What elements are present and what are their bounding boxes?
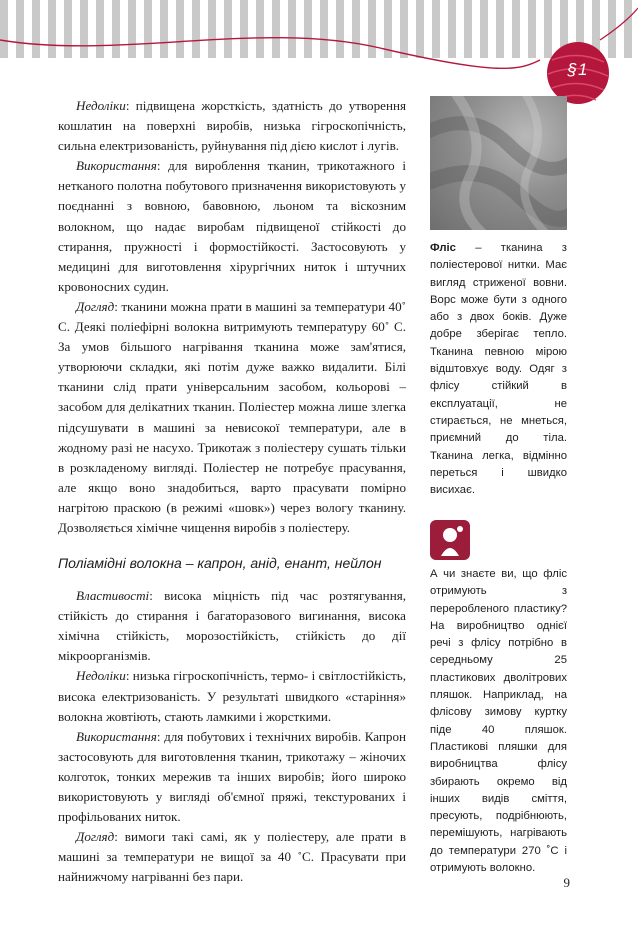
text-care: : тканини можна прати в машині за температури 40˚ С. Деякі поліефірні волокна витримують температуру 60˚ С. За умов більшого нагрівання тканина може зам'ятися, утворюючи складки, які потім дуже важко видалити. Білі тканини слід прати універсальним засобом, кольорові – засобом для делікатних тканин. Поліестер можна лише злегка підсушувати в машині за невисокої температури, але в жодному разі не насухо. Трикотаж з поліестеру сушать тільки в розкладеному вигляді. Поліестер не потребує прасування, але якщо воно знадобиться, варто прасувати помірно нагрітою праскою (в режимі «шовк») через вологу тканину. Дозволяється хімічне чищення виробів з поліестеру. [58,298,406,535]
sidebar-fleece-note [430,240,567,499]
paragraph-care-polyamide [58,827,406,887]
section-subheading: Поліамідні волокна – капрон, анід, енант, нейлон [58,555,382,572]
paragraph-properties [58,586,406,666]
label-usage: Використання [76,158,157,174]
text-usage: : для вироблення тканин, трикотажного і нетканого полотна побутового призначення використовують у поєднанні з вовною, бавовною, льоном та віскозним волокном, що надає виробам підвищеної стійкості до стирання, пружності і формостійкості. Застосовують у медицині для виготовлення хірургічних ниток і штучних кровоносних судин. [58,158,406,294]
text-usage-polyamide: : для побутових і технічних виробів. Капрон застосовують для виготовлення тканин, трикотажу – жіночих колготок, тонких мережив та інших виробів; його широко використовують у вигляді об'ємної пряжі, текстурованих і профільованих ниток. [58,728,406,825]
fleece-photo [430,96,567,230]
paragraph-drawbacks [58,96,406,156]
label-properties: Властивості [76,588,150,604]
page-number: 9 [563,875,570,890]
paragraph-drawbacks-polyamide [58,666,406,726]
text-drawbacks: : підвищена жорсткість, здатність до утворення кошлатин на поверхні виробів, низька гігроскопічність, сильна електризованість, руйнування під дією кислот і лугів. [58,98,406,154]
text-properties: : висока міцність під час розтягування, стійкість до стирання і багаторазового вигинання, висока хімічна стійкість, морозостійкість, стійкість до дії мікроорганізмів. [58,588,406,664]
label-usage-polyamide: Використання [76,728,157,744]
sidebar-didyou-note: А чи знаєте ви, що фліс отримують з переробленого пластику? На виробництво однієї речі з флісу потрібно в середньому 25 пластикових дволітрових пляшок. Наприклад, на флісову зимову куртку піде 40 пляшок. Пластикові пляшки для виробництва флісу збирають окремо від інших видів сміття, пресують, подрібнюють, перемішують, нагрівають до температури 270 ˚С і отримують волокно. [430,568,567,875]
paragraph-usage-polyamide [58,727,406,827]
label-drawbacks-polyamide: Недоліки [76,668,126,684]
didyou-know-icon [430,520,470,560]
label-drawbacks: Недоліки [76,98,126,113]
label-care: Догляд [76,298,115,314]
paragraph-care [58,297,406,538]
paragraph-usage [58,156,406,297]
section-mark: §1 [567,60,589,79]
fleece-description: – тканина з поліестерової нитки. Має вигляд стриженої вовни. Ворс може бути з одного або з двох боків. Дуже добре зберігає тепло. Тканина певною мірою відштовхує воду. Одяг з флісу стійкий в експлуатації, не стирається, не мнеться, приємний до тіла. Тканина легка, відмінно переться і швидко висихає. [430,242,567,497]
label-care-polyamide: Догляд [76,829,115,845]
text-care-polyamide: : вимоги такі самі, як у поліестеру, але прати в машині за температури не вищої за 40 ˚С. Прасувати при найнижчому нагріванні без пари. [58,829,406,885]
main-text-column [58,96,406,887]
text-drawbacks-polyamide: : низька гігроскопічність, термо- і світлостійкість, висока електризованість. У результаті швидкого «старіння» волокна жовтіють, стають ламкими і жорсткими. [58,668,406,724]
fleece-term: Фліс [430,242,456,254]
